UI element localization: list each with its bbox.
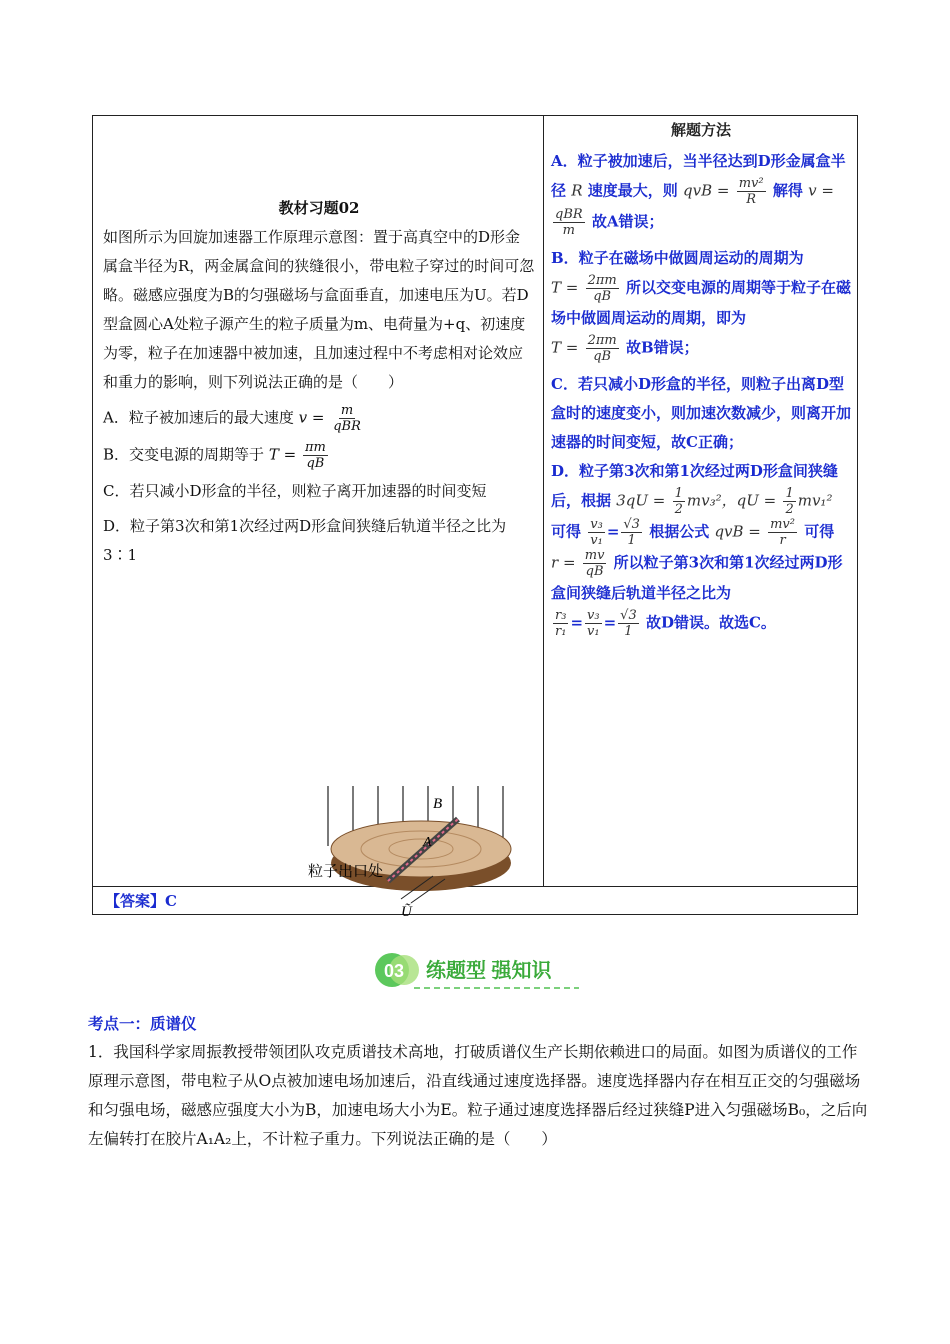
section-banner (374, 952, 584, 992)
sol-a-frac (737, 176, 766, 207)
answer-label: 【答案】 (105, 892, 166, 910)
sol-d-eq4: r = (551, 553, 576, 572)
den: qB (593, 349, 612, 364)
sol-a-text3: 解得 (772, 181, 803, 200)
sol-a-text: A．粒子被加速后，当半径达到D形金属盒半径 (551, 152, 846, 200)
cyclotron-diagram (303, 781, 533, 916)
sol-a-text4: 故A错误； (591, 212, 664, 231)
num: m (340, 403, 354, 418)
banner-text: 练题型 强知识 (426, 960, 552, 982)
den: m (562, 223, 575, 238)
num: mv² (738, 176, 764, 191)
den: R (746, 192, 757, 207)
option-a (103, 403, 535, 434)
sol-d-text6: 故D错误。故选C。 (645, 613, 776, 632)
problem-stem: 如图所示为回旋加速器工作原理示意图：置于高真空中的D形金属盒半径为R，两金属盒间的狭缝很小，带电粒子穿过的时间可忽略。磁感应强度为B的匀强磁场与盒面垂直，加速电压为U。若D型盒圆心A处粒子源产生的粒子质量为m、电荷量为+q、初速度为零，粒子在加速器中被加速，且加速过程中不考虑相对论效应和重力的影响，则下列说法正确的是（ ） (103, 228, 535, 391)
practice-section (88, 1009, 868, 1154)
sol-b-eq: T = (551, 278, 579, 297)
answer-value: C (165, 892, 177, 910)
label-u: Ũ (401, 904, 412, 916)
sol-d-eq2b: mv₁² (797, 491, 833, 510)
solution-column (551, 116, 851, 639)
solution-b (551, 244, 851, 364)
den: 2 (674, 502, 683, 517)
den: qBR (333, 419, 361, 434)
sol-d-eq3: qvB = (714, 522, 761, 541)
den: 1 (627, 533, 636, 548)
option-a-fraction (331, 403, 363, 434)
column-divider (543, 116, 544, 886)
den: 1 (624, 624, 633, 639)
sol-d-half1 (673, 486, 685, 517)
solution-a (551, 147, 851, 238)
num: 2πm (587, 273, 617, 288)
sol-a-eq2: v = (808, 181, 834, 200)
num: r₃ (555, 608, 567, 623)
sol-d-rr3 (618, 608, 639, 639)
num: v₃ (587, 608, 600, 623)
num: 1 (674, 486, 683, 501)
den: r (779, 533, 786, 548)
question-1: 1．我国科学家周振教授带领团队攻克质谱技术高地，打破质谱仪生产长期依赖进口的局面。如图为质谱仪的工作原理示意图，带电粒子从O点被加速电场加速后，沿直线通过速度选择器。速度选择器内存在相互正交的匀强磁场和匀强电场，磁感应强度大小为B，加速电场大小为E。粒子通过速度选择器后经过狭缝P进入匀强磁场B₀，之后向左偏转打在胶片A₁A₂上，不计粒子重力。下列说法正确的是（ ） (88, 1043, 868, 1148)
sol-d-eq1: 3qU = (616, 491, 666, 510)
sol-b-text2: 所以交变电源的周期等于粒子在磁场中做圆周运动的周期，即为 (551, 278, 851, 327)
problem-title: 教材习题02 (278, 199, 360, 217)
den: r₁ (555, 624, 567, 639)
num: πm (304, 440, 326, 455)
sol-a-text2: 速度最大，则 (587, 181, 678, 200)
solution-title: 解题方法 (670, 121, 731, 139)
den: qB (585, 564, 604, 579)
sol-a-frac2 (553, 207, 585, 238)
num: qBR (555, 207, 583, 222)
option-a-text: A．粒子被加速后的最大速度 (103, 408, 294, 427)
sol-d-rr2 (585, 608, 602, 639)
sol-b-eq2: T = (551, 338, 579, 357)
option-b-text: B．交变电源的周期等于 (103, 445, 265, 464)
den: 2 (785, 502, 794, 517)
den: qB (306, 456, 325, 471)
sol-d-half2 (783, 486, 795, 517)
solution-c: C．若只减小D形盒的半径，则粒子出离D型盒时的速度变小，则加速次数减少，则离开加速器的时间变短，故C正确； (551, 375, 852, 451)
sol-d-f3 (768, 517, 797, 548)
sol-d-text3: 根据公式 (649, 522, 710, 541)
num: mv (584, 548, 605, 563)
sol-b-frac (586, 273, 619, 304)
label-b: B (433, 796, 443, 812)
sol-d-rr (553, 608, 568, 639)
sol-d-eq2: ，qU = (721, 491, 777, 510)
problem-column (103, 194, 535, 570)
problem-table (92, 115, 858, 915)
num: √3 (620, 608, 637, 623)
den: v₁ (590, 533, 603, 548)
num: 2πm (587, 333, 617, 348)
num: 1 (785, 486, 794, 501)
sol-a-r: R (571, 181, 583, 200)
num: mv² (770, 517, 795, 532)
banner-number: 03 (384, 961, 405, 981)
sol-d-f4 (583, 548, 607, 579)
option-b (103, 440, 535, 471)
option-c: C．若只减小D形盒的半径，则粒子离开加速器的时间变短 (103, 482, 487, 500)
sol-d-text: D．粒子第3次和第1次经过两D形盒间狭缝后，根据 (551, 462, 838, 510)
sol-a-eq: qvB = (683, 181, 730, 200)
sol-b-text3: 故B错误； (625, 338, 699, 357)
den: v₁ (587, 624, 600, 639)
answer-row (105, 890, 177, 911)
option-b-fraction (303, 440, 328, 471)
sol-d-text5: 所以粒子第3次和第1次经过两D形盒间狭缝后轨道半径之比为 (551, 553, 843, 602)
sol-d-text4: 可得 (804, 522, 835, 541)
option-b-lhs: T = (268, 445, 297, 464)
section-head: 考点一：质谱仪 (88, 1014, 197, 1033)
num: v₃ (590, 517, 603, 532)
option-d: D．粒子第3次和第1次经过两D形盒间狭缝后轨道半径之比为3∶1 (103, 517, 507, 564)
option-a-lhs: v = (298, 408, 325, 427)
sol-d-eq1b: mv₃² (686, 491, 722, 510)
sol-d-r1 (588, 517, 605, 548)
sol-d-text2: 可得 (551, 522, 582, 541)
num: √3 (623, 517, 640, 532)
sol-b-frac2 (586, 333, 619, 364)
sol-d-r2 (621, 517, 642, 548)
label-exit: 粒子出口处 (308, 864, 384, 880)
label-a: A (423, 835, 432, 850)
den: qB (593, 289, 612, 304)
sol-b-text: B．粒子在磁场中做圆周运动的周期为 (551, 249, 804, 267)
solution-d: D．粒子第3次和第1次经过两D形盒间狭缝后，根据 3qU = $\frac{1}{2}$ mv₃²，qU = $\frac{1}{2}$ mv₁² 可得 $\frac{\text{v₃}}{\text{v₁}}$ = $\frac{√3}{1}$ 根据公式 qvB = $\frac{\text{mv²}}{r}$ 可得 r = $\frac{mv}{qB}$ 所以粒子第3次和第1次经过两D形盒间狭缝后轨道半径之比为 $\frac{\text{r₃}}{\text{r₁}}$ = $\frac{\text{v₃}}{\text{v₁}}$ = $\frac{√3}{1}$ 故D错误。故选C。 (551, 462, 843, 639)
